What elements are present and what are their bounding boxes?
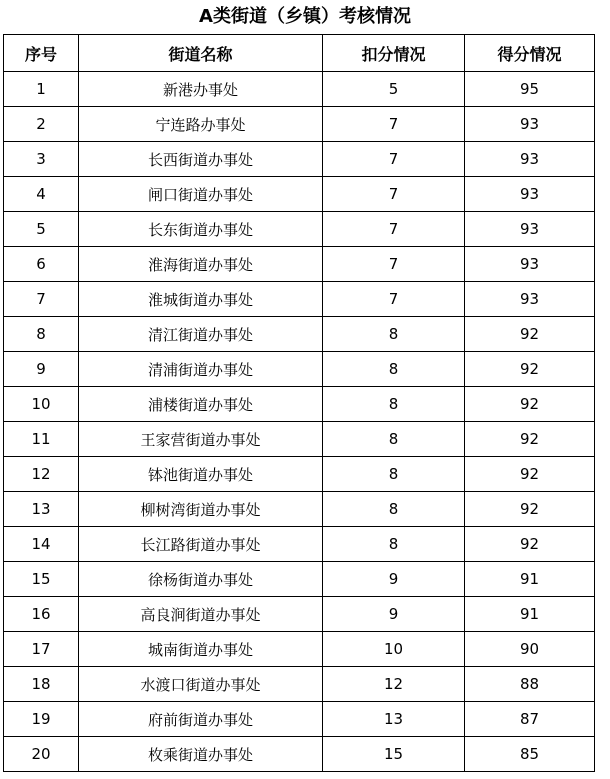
cell-street-name: 高良涧街道办事处 [79,597,323,632]
table-row [4,107,595,142]
cell-score: 92 [465,387,595,422]
cell-deduction: 7 [323,142,465,177]
cell-street-name: 闸口街道办事处 [79,177,323,212]
cell-deduction: 9 [323,597,465,632]
cell-deduction: 7 [323,247,465,282]
cell-score: 92 [465,352,595,387]
cell-index: 4 [4,177,79,212]
cell-index: 14 [4,527,79,562]
cell-index: 2 [4,107,79,142]
table-row [4,457,595,492]
table-row [4,317,595,352]
table-row [4,352,595,387]
cell-index: 3 [4,142,79,177]
cell-score: 91 [465,597,595,632]
table-row [4,527,595,562]
cell-score: 93 [465,247,595,282]
cell-index: 20 [4,737,79,772]
cell-score: 92 [465,317,595,352]
cell-deduction: 8 [323,387,465,422]
cell-index: 18 [4,667,79,702]
cell-deduction: 12 [323,667,465,702]
table-row [4,562,595,597]
cell-street-name: 新港办事处 [79,72,323,107]
cell-index: 12 [4,457,79,492]
table-row [4,702,595,737]
table-row [4,737,595,772]
cell-score: 93 [465,107,595,142]
cell-index: 8 [4,317,79,352]
cell-index: 15 [4,562,79,597]
cell-deduction: 7 [323,177,465,212]
cell-deduction: 7 [323,282,465,317]
cell-score: 88 [465,667,595,702]
cell-score: 93 [465,282,595,317]
cell-index: 13 [4,492,79,527]
header-street-name: 街道名称 [79,35,323,72]
cell-score: 87 [465,702,595,737]
cell-street-name: 钵池街道办事处 [79,457,323,492]
cell-deduction: 15 [323,737,465,772]
table-row [4,72,595,107]
cell-score: 90 [465,632,595,667]
cell-score: 92 [465,422,595,457]
cell-street-name: 府前街道办事处 [79,702,323,737]
cell-street-name: 城南街道办事处 [79,632,323,667]
cell-index: 19 [4,702,79,737]
cell-street-name: 长江路街道办事处 [79,527,323,562]
cell-deduction: 8 [323,457,465,492]
cell-score: 85 [465,737,595,772]
table-row [4,247,595,282]
cell-street-name: 王家营街道办事处 [79,422,323,457]
page-title: A类街道（乡镇）考核情况 [199,6,411,27]
assessment-table [3,34,595,772]
cell-street-name: 枚乘街道办事处 [79,737,323,772]
cell-street-name: 清江街道办事处 [79,317,323,352]
cell-street-name: 淮海街道办事处 [79,247,323,282]
cell-deduction: 8 [323,422,465,457]
cell-score: 93 [465,177,595,212]
cell-deduction: 13 [323,702,465,737]
cell-index: 17 [4,632,79,667]
header-deduction: 扣分情况 [323,35,465,72]
cell-street-name: 淮城街道办事处 [79,282,323,317]
cell-index: 10 [4,387,79,422]
header-index: 序号 [4,35,79,72]
cell-index: 6 [4,247,79,282]
cell-index: 11 [4,422,79,457]
cell-index: 5 [4,212,79,247]
cell-street-name: 长西街道办事处 [79,142,323,177]
header-score: 得分情况 [465,35,595,72]
cell-score: 93 [465,142,595,177]
cell-deduction: 5 [323,72,465,107]
cell-index: 7 [4,282,79,317]
table-row [4,632,595,667]
cell-deduction: 8 [323,317,465,352]
table-row [4,667,595,702]
cell-score: 95 [465,72,595,107]
table-row [4,492,595,527]
table-row [4,142,595,177]
cell-street-name: 徐杨街道办事处 [79,562,323,597]
cell-deduction: 10 [323,632,465,667]
table-row [4,597,595,632]
table-row [4,282,595,317]
table-header-row [4,35,595,72]
cell-score: 92 [465,527,595,562]
cell-deduction: 8 [323,352,465,387]
cell-deduction: 8 [323,527,465,562]
cell-index: 1 [4,72,79,107]
cell-street-name: 水渡口街道办事处 [79,667,323,702]
cell-deduction: 7 [323,212,465,247]
cell-deduction: 8 [323,492,465,527]
cell-score: 92 [465,457,595,492]
cell-street-name: 柳树湾街道办事处 [79,492,323,527]
table-row [4,387,595,422]
cell-deduction: 9 [323,562,465,597]
table-row [4,177,595,212]
cell-street-name: 清浦街道办事处 [79,352,323,387]
cell-score: 93 [465,212,595,247]
cell-score: 92 [465,492,595,527]
cell-score: 91 [465,562,595,597]
cell-street-name: 浦楼街道办事处 [79,387,323,422]
cell-index: 9 [4,352,79,387]
cell-street-name: 长东街道办事处 [79,212,323,247]
cell-deduction: 7 [323,107,465,142]
table-row [4,422,595,457]
table-row [4,212,595,247]
cell-street-name: 宁连路办事处 [79,107,323,142]
cell-index: 16 [4,597,79,632]
